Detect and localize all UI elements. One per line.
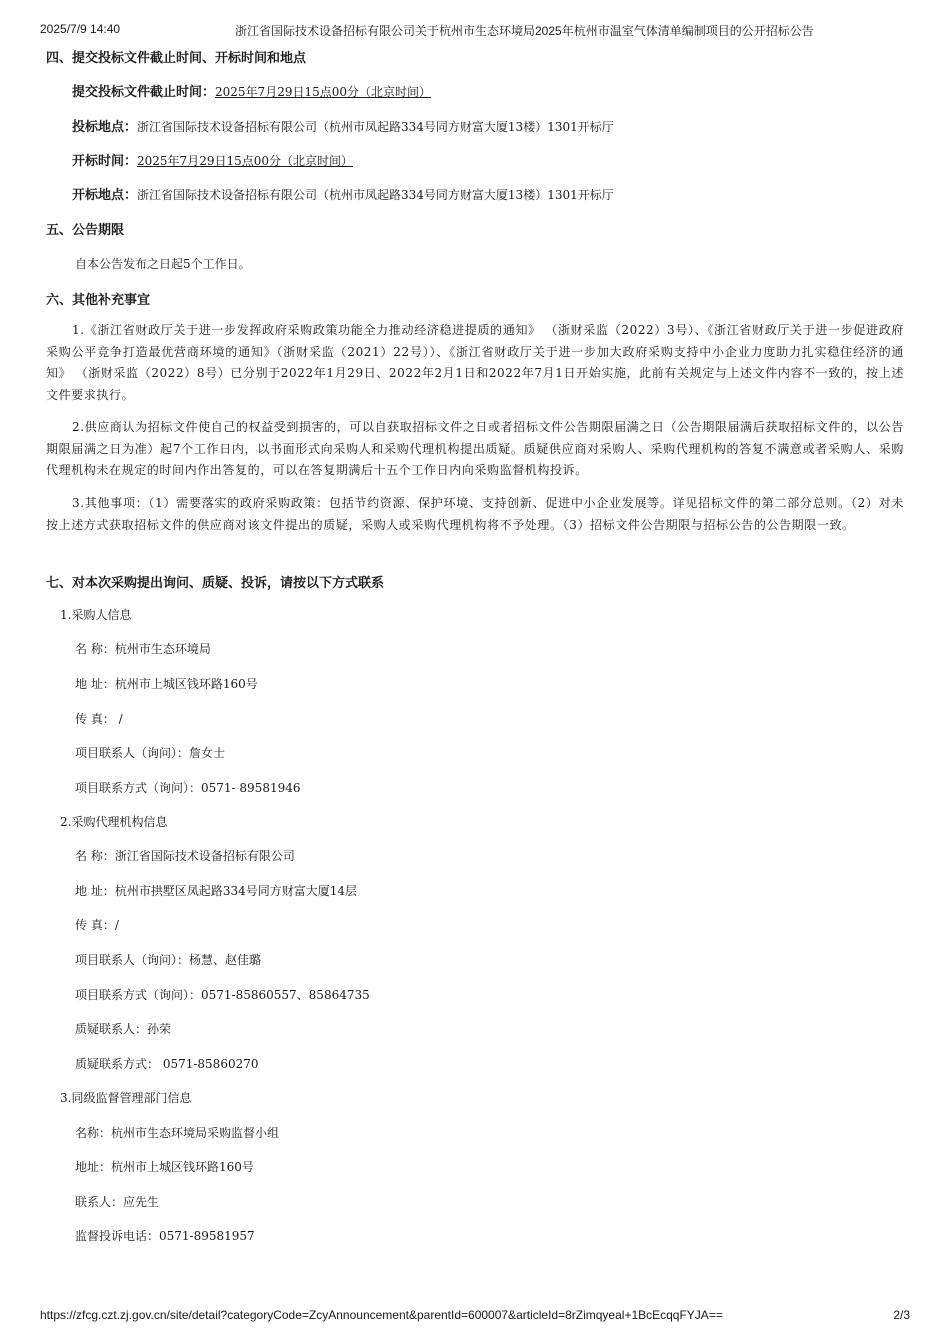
open-place-value: 浙江省国际技术设备招标有限公司（杭州市凤起路334号同方财富大厦13楼）1301开标厅 <box>137 188 614 202</box>
deadline-row <box>72 81 431 100</box>
print-page-title: 浙江省国际技术设备招标有限公司关于杭州市生态环境局2025年杭州市温室气体清单编制项目的公开招标公告 <box>235 24 814 38</box>
purchaser-contact: 项目联系人（询问）：詹女士 <box>75 746 226 760</box>
supervisor-name: 名称：杭州市生态环境局采购监督小组 <box>75 1126 280 1140</box>
agency-fax: 传 真：/ <box>75 918 119 932</box>
open-time-label: 开标时间： <box>72 154 138 169</box>
section5-heading: 五、公告期限 <box>46 223 125 238</box>
open-place-row <box>72 184 614 203</box>
deadline-label: 提交投标文件截止时间： <box>72 85 216 100</box>
purchaser-info-title: 1.采购人信息 <box>60 608 132 622</box>
section4-heading: 四、提交投标文件截止时间、开标时间和地点 <box>46 51 307 66</box>
agency-address: 地 址：杭州市拱墅区凤起路334号同方财富大厦14层 <box>75 884 357 898</box>
purchaser-fax: 传 真： / <box>75 712 123 726</box>
supervisor-contact: 联系人：应先生 <box>75 1195 160 1209</box>
supplement-paragraph-3: 3.其他事项：（1）需要落实的政府采购政策：包括节约资源、保护环境、支持创新、促进中小企业发展等。详见招标文件的第二部分总则。（2）对未按上述方式获取招标文件的供应商对该文件提出的质疑，采购人或采购代理机构将不予处理。（3）招标文件公告期限与招标公告的公告期限一致。 <box>46 496 904 532</box>
purchaser-address: 地 址：杭州市上城区钱环路160号 <box>75 677 258 691</box>
section6-heading: 六、其他补充事宜 <box>46 293 151 308</box>
open-place-label: 开标地点： <box>72 188 138 203</box>
supervisor-phone: 监督投诉电话：0571-89581957 <box>75 1229 255 1243</box>
announcement-period-text: 自本公告发布之日起5个工作日。 <box>75 257 251 271</box>
supervisor-address: 地址：杭州市上城区钱环路160号 <box>75 1160 254 1174</box>
agency-phone: 项目联系方式（询问）：0571-85860557、85864735 <box>75 988 370 1002</box>
section7-heading: 七、对本次采购提出询问、质疑、投诉，请按以下方式联系 <box>46 576 385 591</box>
page-number: 2/3 <box>893 1308 910 1322</box>
purchaser-phone: 项目联系方式（询问）：0571- 89581946 <box>75 781 301 795</box>
purchaser-name: 名 称：杭州市生态环境局 <box>75 642 211 656</box>
agency-contact: 项目联系人（询问）：杨慧、赵佳璐 <box>75 953 262 967</box>
query-phone: 质疑联系方式： 0571-85860270 <box>75 1057 259 1071</box>
agency-info-title: 2.采购代理机构信息 <box>60 815 168 829</box>
supplement-paragraph-2: 2.供应商认为招标文件使自己的权益受到损害的，可以自获取招标文件之日或者招标文件公告期限届满之日（公告期限届满后获取招标文件的，以公告期限届满之日为准）起7个工作日内，以书面形式向采购人和采购代理机构提出质疑。质疑供应商对采购人、采购代理机构的答复不满意或者采购人、采购代理机构未在规定的时间内作出答复的，可以在答复期满后十五个工作日内向采购监督机构投诉。 <box>46 420 904 477</box>
bid-place-value: 浙江省国际技术设备招标有限公司（杭州市凤起路334号同方财富大厦13楼）1301开标厅 <box>137 120 614 134</box>
deadline-value: 2025年7月29日15点00分（北京时间） <box>215 85 431 99</box>
open-time-value: 2025年7月29日15点00分（北京时间） <box>137 154 353 168</box>
open-time-row <box>72 150 353 169</box>
bid-place-row <box>72 116 614 135</box>
supplement-paragraph-1: 1.《浙江省财政厅关于进一步发挥政府采购政策功能全力推动经济稳进提质的通知》 （浙财采监（2022）3号）、《浙江省财政厅关于进一步促进政府采购公平竞争打造最优营商环境的通知》（浙财采监（2021）22号））、《浙江省财政厅关于进一步加大政府采购支持中小企业力度助力扎实稳住经济的通知》 （浙财采监（2022）8号）已分别于2022年1月29日、2022年2月1日和2022年7月1日开始实施，此前有关规定与上述文件内容不一致的，按上述文件要求执行。 <box>46 323 904 402</box>
supervisor-info-title: 3.同级监督管理部门信息 <box>60 1091 192 1105</box>
print-footer-url[interactable]: https://zfcg.czt.zj.gov.cn/site/detail?categoryCode=ZcyAnnouncement&parentId=600007&articleId=8rZimqyeal+1BcEcqqFYJA== <box>40 1308 723 1322</box>
bid-place-label: 投标地点： <box>72 120 138 135</box>
print-datetime: 2025/7/9 14:40 <box>40 22 121 36</box>
query-contact: 质疑联系人：孙荣 <box>75 1022 172 1036</box>
agency-name: 名 称：浙江省国际技术设备招标有限公司 <box>75 849 295 863</box>
